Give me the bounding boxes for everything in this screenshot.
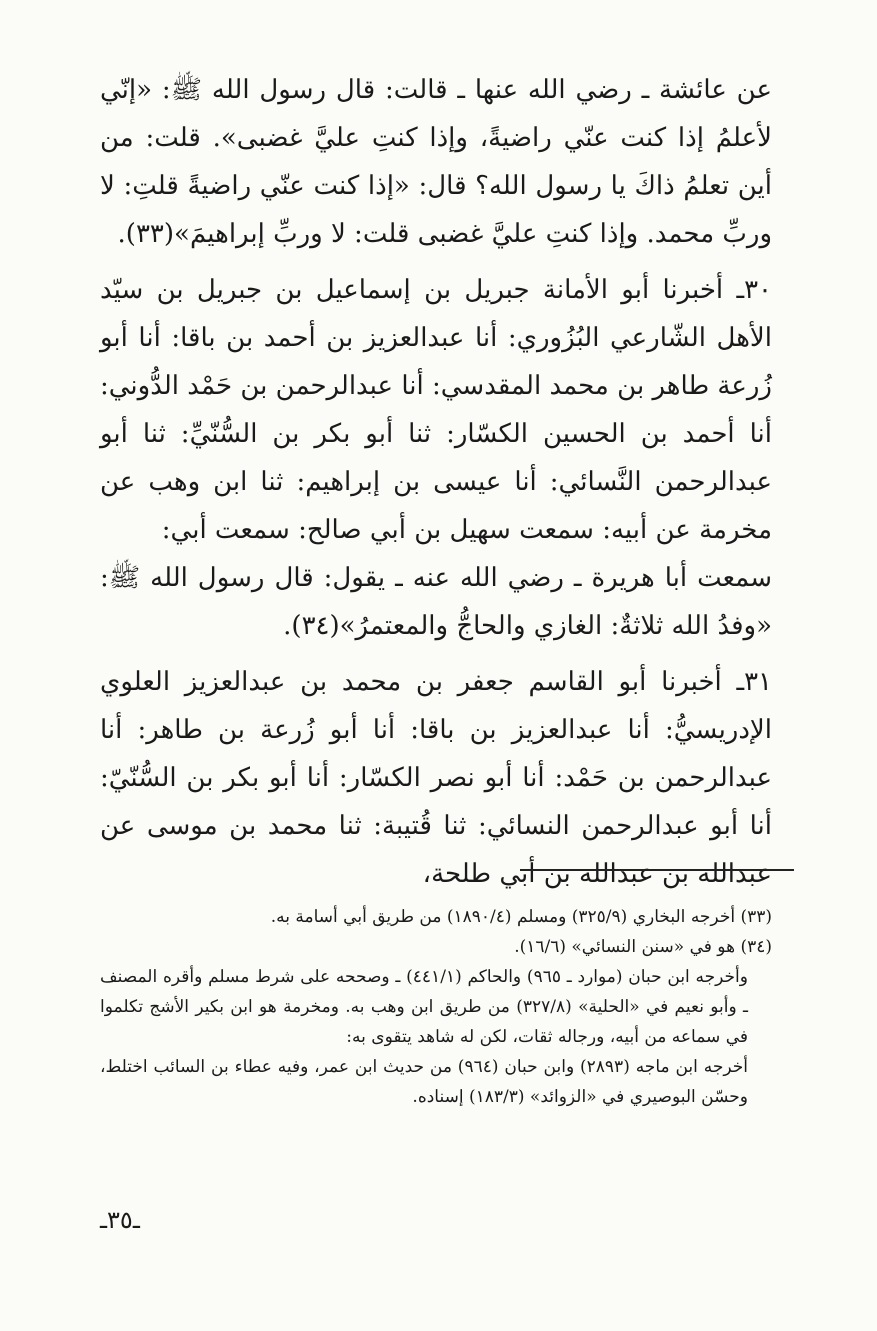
isnad-paragraph-31: ٣١ـ أخبرنا أبو القاسم جعفر بن محمد بن عبدالعزيز العلوي الإدريسيُّ: أنا عبدالعزيز بن باقا: أنا أبو زُرعة بن طاهر: أنا عبدالرحمن بن حَمْد: أنا أبو نصر الكسّار: أنا أبو بكر بن السُّنّيّ: أنا أبو عبدالرحمن النسائي: ثنا قُتيبة: ثنا محمد بن موسى عن عبدالله بن عبدالله بن أبي طلحة، (100, 667, 772, 889)
footnote-separator (520, 869, 794, 871)
footnotes (100, 902, 772, 1112)
hadith-paragraph: سمعت أبا هريرة ـ رضي الله عنه ـ يقول: قال رسول الله ﷺ: «وفدُ الله ثلاثةٌ: الغازي والحاجُّ والمعتمرُ»(٣٤). (100, 563, 772, 641)
footnote-34-continuation: وأخرجه ابن حبان (موارد ـ ٩٦٥) والحاكم (٤٤١/١) ـ وصححه على شرط مسلم وأقره المصنف ـ وأبو نعيم في «الحلية» (٣٢٧/٨) من طريق ابن وهب به. ومخرمة هو ابن بكير الأشج تكلموا في سماعه من أبيه، ورجاله ثقات، لكن له شاهد يتقوى به: (100, 967, 748, 1047)
footnote-34: (٣٤) هو في «سنن النسائي» (١٦/٦). (514, 937, 772, 957)
footnote-33: (٣٣) أخرجه البخاري (٣٢٥/٩) ومسلم (١٨٩٠/٤) من طريق أبي أسامة به. (270, 907, 772, 927)
hadith-paragraph: عن عائشة ـ رضي الله عنها ـ قالت: قال رسول الله ﷺ: «إنّي لأعلمُ إذا كنت عنّي راضيةً، وإذا كنتِ عليَّ غضبى». قلت: من أين تعلمُ ذاكَ يا رسول الله؟ قال: «إذا كنت عنّي راضيةً قلتِ: لا وربِّ محمد. وإذا كنتِ عليَّ غضبى قلت: لا وربِّ إبراهيمَ»(٣٣). (100, 75, 772, 249)
isnad-paragraph-30: ٣٠ـ أخبرنا أبو الأمانة جبريل بن إسماعيل بن جبريل بن سيّد الأهل الشّارعي البُزُوري: أنا عبدالعزيز بن أحمد بن باقا: أنا أبو زُرعة طاهر بن محمد المقدسي: أنا عبدالرحمن بن حَمْد الدُّوني: أنا أحمد بن الحسين الكسّار: ثنا أبو بكر بن السُّنّيِّ: ثنا أبو عبدالرحمن النَّسائي: أنا عيسى بن إبراهيم: ثنا ابن وهب عن مخرمة عن أبيه: سمعت سهيل بن أبي صالح: سمعت أبي: (100, 275, 772, 545)
footnote-34-shahid: أخرجه ابن ماجه (٢٨٩٣) وابن حبان (٩٦٤) من حديث ابن عمر، وفيه عطاء بن السائب اختلط، وحسّن البوصيري في «الزوائد» (١٨٣/٣) إسناده. (100, 1057, 748, 1107)
main-text (100, 66, 772, 898)
page-number: ـ٣٥ـ (100, 1206, 140, 1234)
